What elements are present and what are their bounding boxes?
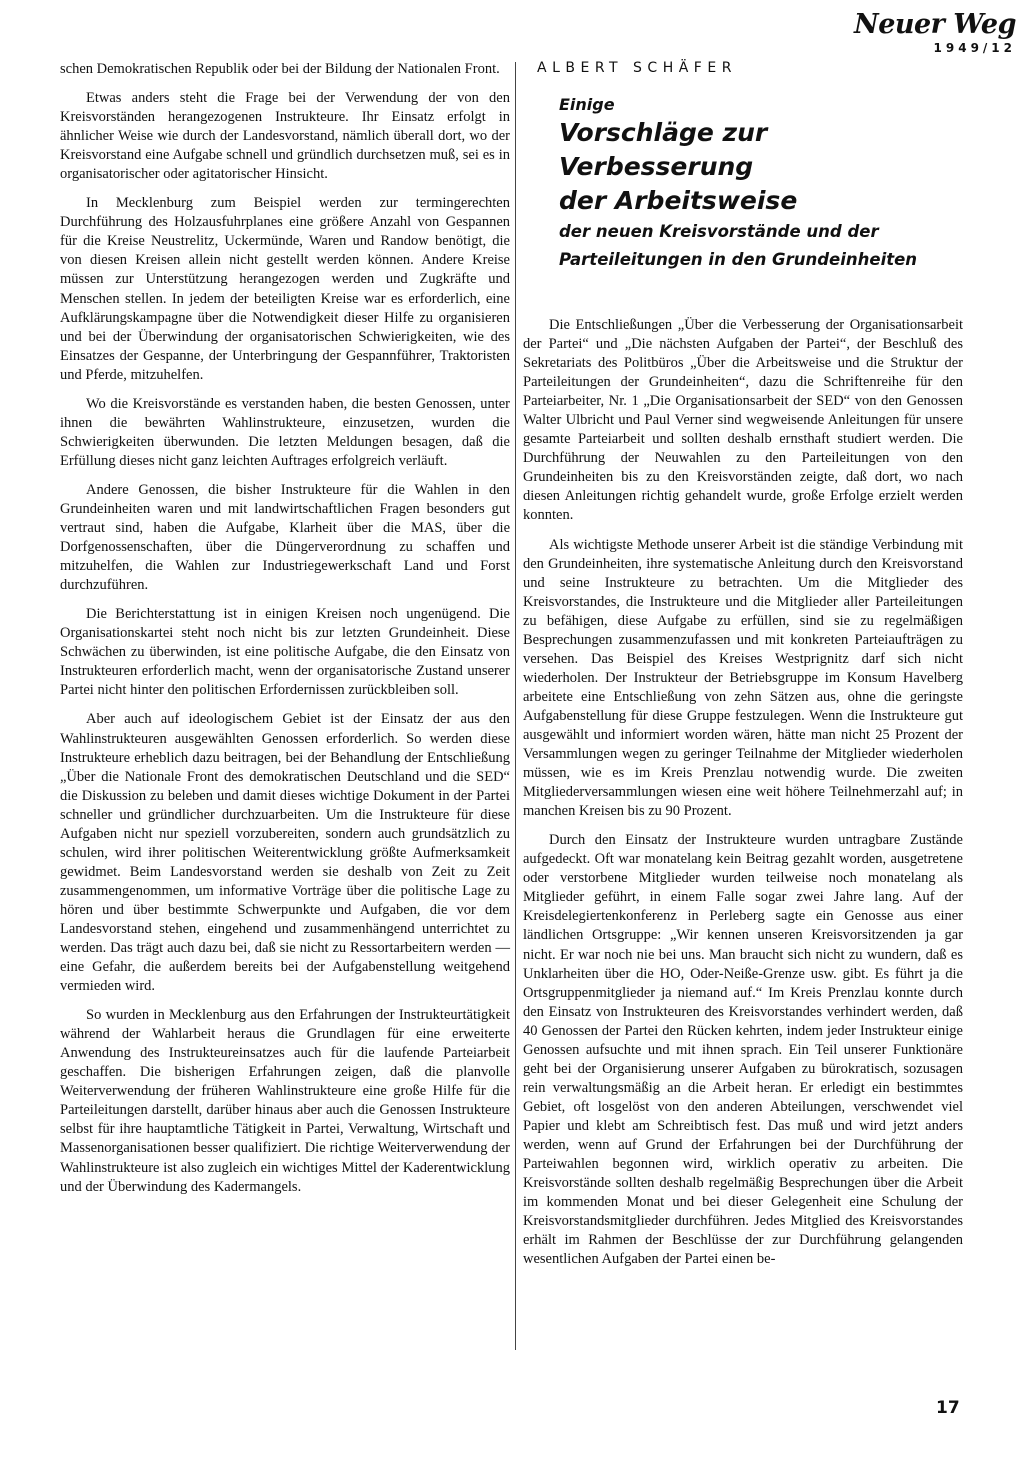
left-paragraph: Andere Genossen, die bisher Instrukteure für die Wahlen in den Grundeinheiten waren und mit landwirtschaftlichen Fragen besonders gut vertraut sind, haben die Aufgabe, Klarheit über die MAS, über die Dorfgenossenschaften, über die Düngerverordnung zu schaffen und mitzuhelfen, die Wahlen zur Industriegewerkschaft Land und Forst durchzuführen.: [60, 481, 510, 594]
right-paragraph: Durch den Einsatz der Instrukteure wurden untragbare Zustände aufgedeckt. Oft war monatelang kein Beitrag gezahlt worden, ausgetretene oder verstorbene Mitglieder wurden teilweise noch monatelang als Mitglieder geführt, in einem Falle sogar zwei Jahre lang. Auf der Kreisdelegiertenkonferenz in Perleberg sagte ein Genosse aus einer ländlichen Ortsgruppe: „Wir kennen unseren Kreisvorsitzenden ja gar nicht. Er war noch nie bei uns. Man braucht sich nicht zu wundern, daß es Unklarheiten über die HO, Oder-Neiße-Grenze usw. gibt. Es führt ja die Ortsgruppenmitglieder ja niemand auf.“ Im Kreis Prenzlau konnte durch den Einsatz von Instrukteuren des Kreisvorstandes verhindert werden, daß 40 Genossen der Partei den Rücken kehrten, indem jeder Instrukteur einige Genossen aufsuchte und mit ihnen sprach. Ein Teil unserer Funktionäre geht bei der Organisierung unserer Aufgaben zu bürokratisch, sozusagen rein verwaltungsmäßig an die Arbeit heran. Er erledigt ein bestimmtes Gebiet, oft losgelöst von den anderen Abteilungen, verschwendet viel Papier und klebt am Schreibtisch fest. Das muß und wird jetzt anders werden, wenn auf Grund der Erfahrungen bei der Durchführung der Parteiwahlen begonnen wird, wirklich operativ zu arbeiten. Die Kreisvorstände sollten deshalb regelmäßig Besprechungen über die Arbeit im kommenden Monat und bei dieser Gelegenheit eine Schulung der Kreisvorstandsmitglieder durchführen. Jedes Mitglied des Kreisvorstandes erhält im Rahmen der Beschlüsse der zur Durchführung gelangenden wesentlichen Aufgaben der Partei einen be-: [523, 832, 963, 1268]
left-paragraph: In Mecklenburg zum Beispiel werden zur termingerechten Durchführung des Holzausfuhrplanes eine größere Anzahl von Gespannen für die Kreise Neustrelitz, Uckermünde, Waren und Randow benötigt, die von diesen Kreisen allein nicht gestellt werden können. Andere Kreise müssen zur Unterstützung herangezogen werden und Zugkräfte und Menschen stellen. In jedem der beteiligten Kreise war es erforderlich, eine Aufklärungskampagne über die Notwendigkeit dieser Hilfe zu organisieren und bei der Überwindung der organisatorischen Schwierigkeiten, wie des Einsatzes der Gespanne, der Unterbringung der Gespannführer, Traktoristen und Pferde, mitzuhelfen.: [60, 195, 510, 383]
page-number: 17: [936, 1398, 960, 1418]
subheadline-line: Parteileitungen in den Grundeinheiten: [559, 250, 918, 269]
left-paragraph: Aber auch auf ideologischem Gebiet ist der Einsatz der aus den Wahlinstrukteuren ausgewählten Genossen erforderlich. So werden diese Instrukteure erheblich dazu beitragen, bei der Behandlung der Entschließung „Über die Nationale Front des demokratischen Deutschland und die SED“ die Diskussion zu beleben und damit dieses wichtige Dokument in der Partei schneller und gründlicher durchzuarbeiten. Um die Instrukteure für diese Aufgaben nicht nur speziell vorzubereiten, sondern auch grundsätzlich zu schulen, wird ihrer politischen Weiterentwicklung größte Aufmerksamkeit gewidmet. Beim Landesvorstand werden sie deshalb von Zeit zu Zeit zusammengenommen, um informative Vorträge über die politische Lage zu hören und über bestimmte Schwerpunkte und Aufgaben, die vor dem Landesvorstand stehen, eingehend und zusammenhängend unterrichtet zu werden. Das trägt auch dazu bei, daß sie nicht zu Ressortarbeitern werden — eine Gefahr, die außerdem bereits bei der Aufgabenstellung weitgehend vermieden wird.: [60, 711, 510, 995]
left-paragraph: Etwas anders steht die Frage bei der Verwendung der von den Kreisvorständen herangezogenen Instrukteure. Ihr Einsatz erfolgt in ähnlicher Weise wie durch der Landesvorstand, nämlich überall dort, wo der Kreisvorstand eine Aufgabe schnell und gründlich durchsetzen muß, sei es in organisatorischer oder agitatorischer Hinsicht.: [60, 90, 510, 183]
article-body: [523, 316, 963, 1269]
left-paragraph: Wo die Kreisvorstände es verstanden haben, die besten Genossen, unter ihnen die bewährten Wahlinstrukteure, einzusetzen, wurden die Schwierigkeiten überwunden. Die letzten Meldungen besagen, daß die Erfüllung dieses nicht ganz leichten Auftrages erfolgreich verläuft.: [60, 395, 510, 469]
left-paragraph: Die Berichterstattung ist in einigen Kreisen noch ungenügend. Die Organisationskartei steht noch nicht bis zur letzten Grundeinheit. Diese Schwächen zu überwinden, ist eine politische Aufgabe, die den Einsatz von Instrukteuren erforderlich macht, wenn der organisatorische Zustand unserer Partei nicht hinter den politischen Erfordernissen zurückbleiben soll.: [60, 606, 510, 699]
column-divider: [515, 62, 516, 1350]
right-paragraph: Die Entschließungen „Über die Verbesserung der Organisationsarbeit der Partei“ und „Die nächsten Aufgaben der Partei“, der Beschluß des Sekretariats des Politbüros „Über die Arbeitsweise und die Struktur der Parteileitungen der Grundeinheiten“, dazu die Schriftenreihe für den Parteiarbeiter, Nr. 1 „Die Organisationsarbeit der SED“ von den Genossen Walter Ulbricht und Paul Verner sind wegweisende Anleitungen für unsere gesamte Parteiarbeit und sollten deshalb ernsthaft studiert werden. Die Durchführung der Neuwahlen zu den Parteileitungen von den Grundeinheiten bis zu den Kreisvorständen zeigte, daß dort, wo nach diesen Anleitungen richtig gehandelt wurde, große Erfolge erzielt werden konnten.: [523, 317, 963, 524]
right-paragraph: Als wichtigste Methode unserer Arbeit ist die ständige Verbindung mit den Grundeinheiten, ihre systematische Anleitung durch den Kreisvorstand und seine Instrukteure zu betrachten. Um die Mitglieder des Kreisvorstandes, die Instrukteure und die Mitglieder aller Parteileitungen zu befähigen, diese Aufgabe zu erfüllen, sind sie zu regelmäßigen Besprechungen zusammenzufassen und mit konkreten Parteiaufträgen zu versehen. Das Beispiel des Kreises Westprignitz darf sich nicht wiederholen. Der Instrukteur der Betriebsgruppe im Konsum Havelberg arbeitete eine Entschließung von zehn Sätzen aus, ohne die geringste Aufgabenstellung für diese Gruppe festzulegen. Wenn die Instrukteure gut ausgewählt und informiert worden wären, hätte man nicht 25 Prozent der Versammlungen wegen zu geringer Teilnahme der Mitglieder wiederholen müssen, wie es im Kreis Prenzlau notwendig wurde. Die zweiten Mitgliederversammlungen wiesen eine weit höhere Teilnehmerzahl auf; in manchen Kreisen bis zu 90 Prozent.: [523, 536, 963, 820]
headline-small: Einige: [559, 95, 615, 114]
left-paragraph: schen Demokratischen Republik oder bei der Bildung der Nationalen Front.: [60, 61, 500, 77]
headline-line: Vorschläge zur Verbesserung: [559, 118, 768, 181]
article-author: ALBERT SCHÄFER: [537, 60, 737, 76]
masthead-title: Neuer Weg: [854, 9, 1016, 40]
left-paragraph: So wurden in Mecklenburg aus den Erfahrungen der Instrukteurtätigkeit während der Wahlarbeit heraus die Grundlagen für eine erweiterte Anwendung des Instrukteureinsatzes auch für die laufende Parteiarbeit geschaffen. Die bisherigen Erfahrungen zeigen, daß die planvolle Weiterverwendung der früheren Wahlinstrukteure eine große Hilfe für die Parteileitungen darstellt, darüber hinaus aber auch die Genossen Instrukteure selbst für ihre hauptamtliche Tätigkeit in Partei, Verwaltung, Wirtschaft und Massenorganisationen besser qualifiziert. Die richtige Weiterverwendung der Wahlinstrukteure ist also zugleich ein wichtiges Mittel der Kaderentwicklung und der Überwindung des Kadermangels.: [60, 1007, 510, 1195]
masthead-issue: 1949/12: [933, 41, 1016, 55]
left-column: [60, 60, 510, 1207]
headline-line: der Arbeitsweise: [559, 186, 798, 215]
right-column: [523, 60, 963, 1279]
subheadline-line: der neuen Kreisvorstände und der: [559, 222, 879, 241]
masthead: [854, 10, 1016, 55]
